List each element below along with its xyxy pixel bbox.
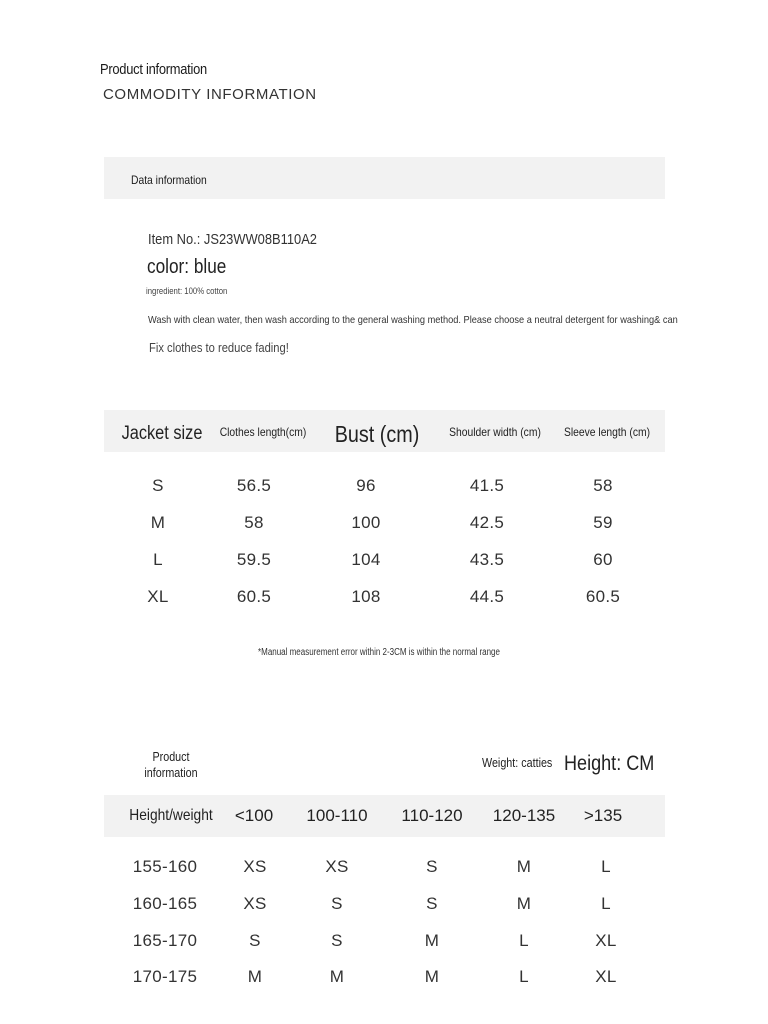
fit-header-cell: >135 — [583, 806, 623, 825]
product-info-label — [144, 749, 197, 781]
table-cell: S — [331, 894, 343, 913]
table-cell: M — [516, 857, 532, 876]
table-cell: L — [601, 894, 611, 913]
table-cell: M — [424, 967, 440, 986]
table-cell: M — [516, 894, 532, 913]
color-text: color: blue — [147, 256, 227, 278]
table-cell: 44.5 — [469, 587, 505, 606]
page-title: Product information — [100, 61, 207, 78]
data-info-label: Data information — [131, 173, 207, 187]
table-cell: L — [601, 857, 611, 876]
fit-header-cell: 120-135 — [492, 806, 556, 825]
table-cell: XL — [147, 587, 169, 606]
table-cell: 165-170 — [132, 931, 198, 950]
table-cell: 58 — [244, 513, 264, 532]
table-cell: 59.5 — [236, 550, 272, 569]
table-cell: 41.5 — [469, 476, 505, 495]
table-cell: 42.5 — [469, 513, 505, 532]
table-cell: M — [247, 967, 263, 986]
product-info-line: information — [144, 766, 198, 780]
table-cell: 100 — [351, 513, 381, 532]
page-subtitle: COMMODITY INFORMATION — [103, 86, 317, 103]
table-cell: XL — [595, 931, 617, 950]
table-cell: S — [249, 931, 261, 950]
fit-header-cell: 110-120 — [401, 806, 463, 825]
table-cell: 60.5 — [585, 587, 621, 606]
size-header-cell: Clothes length(cm) — [219, 425, 307, 439]
table-cell: 170-175 — [132, 967, 198, 986]
table-cell: 60.5 — [236, 587, 272, 606]
product-info-line: Product — [152, 750, 190, 764]
item-number: Item No.: JS23WW08B110A2 — [148, 231, 317, 248]
fit-header-cell: 100-110 — [306, 806, 368, 825]
wash-instructions: Wash with clean water, then wash according to the general washing method. Please choose a neutral detergent for washing& can — [148, 314, 678, 326]
table-cell: 96 — [356, 476, 376, 495]
fit-header-cell: Height/weight — [129, 807, 213, 824]
table-cell: XL — [595, 967, 617, 986]
table-cell: M — [424, 931, 440, 950]
size-header-cell: Shoulder width (cm) — [449, 425, 541, 439]
size-header-cell: Bust (cm) — [334, 421, 420, 447]
table-cell: 155-160 — [132, 857, 198, 876]
table-cell: S — [426, 857, 438, 876]
table-cell: S — [331, 931, 343, 950]
table-cell: S — [426, 894, 438, 913]
size-header-cell: Jacket size — [121, 423, 203, 444]
table-cell: 160-165 — [132, 894, 198, 913]
fix-note: Fix clothes to reduce fading! — [149, 340, 289, 355]
table-cell: M — [329, 967, 345, 986]
table-cell: 60 — [593, 550, 613, 569]
table-cell: S — [152, 476, 164, 495]
measurement-note: *Manual measurement error within 2-3CM is within the normal range — [258, 647, 500, 658]
fit-header-cell: <100 — [234, 806, 274, 825]
table-cell: XS — [243, 894, 267, 913]
table-cell: 58 — [593, 476, 613, 495]
table-cell: L — [519, 967, 529, 986]
ingredient-text: ingredient: 100% cotton — [146, 286, 228, 296]
table-cell: 104 — [351, 550, 381, 569]
height-unit-label: Height: CM — [564, 752, 655, 775]
table-cell: XS — [243, 857, 267, 876]
table-cell: L — [519, 931, 529, 950]
table-cell: 108 — [351, 587, 381, 606]
table-cell: M — [150, 513, 166, 532]
weight-unit-label: Weight: catties — [482, 756, 553, 770]
table-cell: 59 — [593, 513, 613, 532]
size-header-cell: Sleeve length (cm) — [563, 425, 651, 439]
table-cell: 43.5 — [469, 550, 505, 569]
table-cell: 56.5 — [236, 476, 272, 495]
table-cell: L — [153, 550, 163, 569]
table-cell: XS — [325, 857, 349, 876]
